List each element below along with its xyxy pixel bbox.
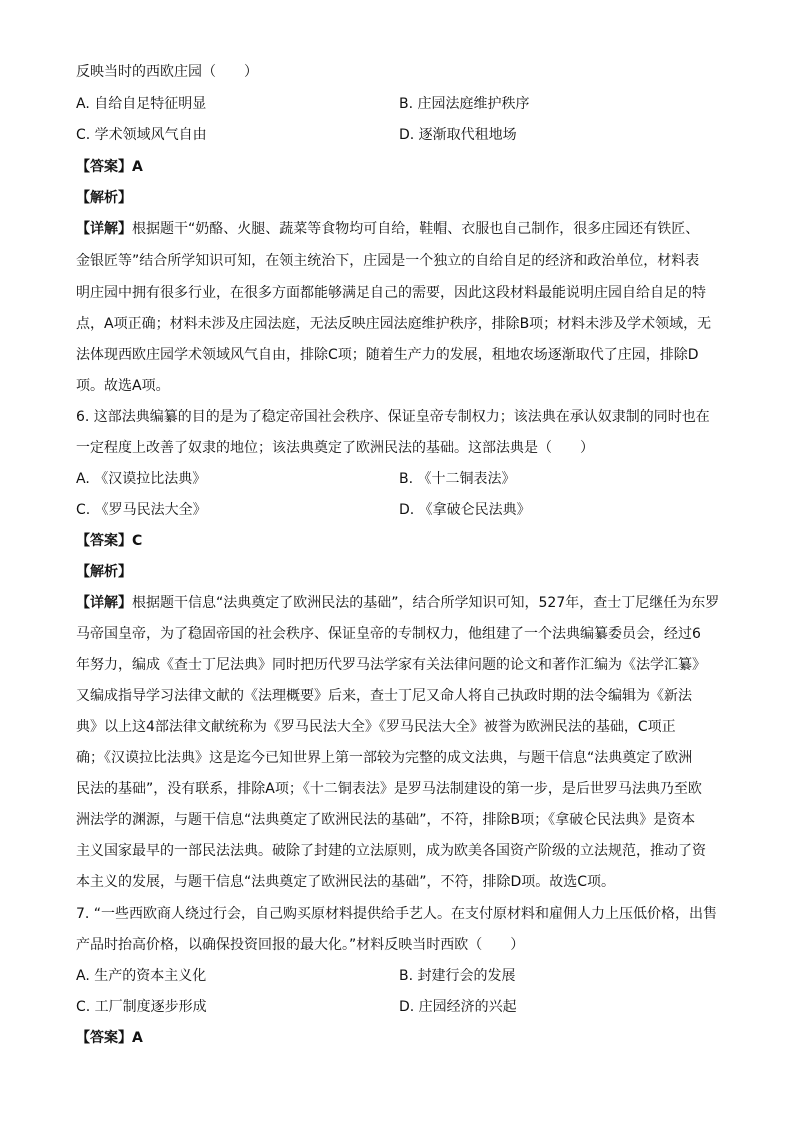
q6-detail-line: 民法的基础”，没有联系，排除A项；《十二铜表法》是罗马法制建设的第一步，是后世罗马法典乃至欧	[76, 781, 702, 797]
q5-detail-text: 根据题干“奶酪、火腿、蔬菜等食物均可自给，鞋帽、衣服也自己制作，很多庄园还有铁匠、	[132, 221, 700, 237]
q6-detail-line	[76, 593, 719, 613]
q7-stem-line: 产品时抬高价格，以确保投资回报的最大化。”材料反映当时西欧（ ）	[76, 937, 525, 953]
q6-detail-line: 主义国家最早的一部民法法典。破除了封建的立法原则，成为欧美各国资产阶级的立法规范，推动了资	[76, 843, 706, 859]
q7-option-c: C. 工厂制度逐步形成	[76, 999, 207, 1015]
q6-option-a: A. 《汉谟拉比法典》	[76, 471, 207, 487]
q6-detail-line: 年努力，编成《查士丁尼法典》同时把历代罗马法学家有关法律问题的论文和著作汇编为《法学汇纂》	[76, 657, 706, 673]
q6-detail-line: 典》以上这4部法律文献统称为《罗马民法大全》《罗马民法大全》被誉为欧洲民法的基础，C项正	[76, 719, 676, 735]
q5-detail-line	[76, 219, 699, 239]
q6-option-d: D. 《拿破仑民法典》	[399, 502, 531, 518]
q6-stem-line: 6. 这部法典编纂的目的是为了稳定帝国社会秩序、保证皇帝专制权力；该法典在承认奴隶制的同时也在	[76, 409, 710, 425]
q7-stem-line: 7. “一些西欧商人绕过行会，自己购买原材料提供给手艺人。在支付原材料和雇佣人力上压低价格，出售	[76, 906, 718, 922]
q6-detail-line: 洲法学的渊源，与题干信息“法典奠定了欧洲民法的基础”，不符，排除B项；《拿破仑民法典》是资本	[76, 812, 696, 828]
q5-detail-tag: 【详解】	[76, 221, 132, 237]
q6-detail-line: 又编成指导学习法律文献的《法理概要》后来，查士丁尼又命人将自己执政时期的法令编辑为《新法	[76, 688, 692, 704]
q6-detail-text: 根据题干信息“法典奠定了欧洲民法的基础”，结合所学知识可知，527年，查士丁尼继任为东罗	[132, 595, 720, 611]
q5-detail-line: 法体现西欧庄园学术领域风气自由，排除C项；随着生产力的发展，租地农场逐渐取代了庄园，排除D	[76, 347, 699, 363]
q6-detail-line: 本主义的发展，与题干信息“法典奠定了欧洲民法的基础”，不符，排除D项。故选C项。	[76, 874, 616, 890]
q5-stem-tail: 反映当时的西欧庄园（ ）	[76, 64, 258, 80]
q6-detail-line: 确；《汉谟拉比法典》这是迄今已知世界上第一部较为完整的成文法典，与题干信息“法典奠定了欧洲	[76, 750, 693, 766]
q6-stem-line: 一定程度上改善了奴隶的地位；该法典奠定了欧洲民法的基础。这部法典是（ ）	[76, 440, 594, 456]
q5-detail-line: 明庄园中拥有很多行业，在很多方面都能够满足自己的需要，因此这段材料最能说明庄园自给自足的特	[76, 285, 706, 301]
q6-option-c: C. 《罗马民法大全》	[76, 502, 207, 518]
q5-option-a: A. 自给自足特征明显	[76, 96, 207, 112]
q6-detail-tag: 【详解】	[76, 595, 132, 611]
q6-detail-line: 马帝国皇帝，为了稳固帝国的社会秩序、保证皇帝的专制权力，他组建了一个法典编纂委员会，经过6	[76, 626, 701, 642]
q5-option-c: C. 学术领域风气自由	[76, 127, 207, 143]
q5-analysis-label: 【解析】	[76, 190, 132, 206]
q7-option-b: B. 封建行会的发展	[399, 968, 516, 984]
q5-detail-line: 项。故选A项。	[76, 378, 170, 394]
q6-analysis-label: 【解析】	[76, 564, 132, 580]
q5-option-b: B. 庄园法庭维护秩序	[399, 96, 530, 112]
q6-option-b: B. 《十二铜表法》	[399, 471, 516, 487]
q7-option-d: D. 庄园经济的兴起	[399, 999, 517, 1015]
q6-answer: 【答案】C	[76, 533, 143, 549]
q5-option-d: D. 逐渐取代租地场	[399, 127, 517, 143]
q5-detail-line: 点，A项正确；材料未涉及庄园法庭，无法反映庄园法庭维护秩序，排除B项；材料未涉及学术领域，无	[76, 316, 712, 332]
q5-answer: 【答案】A	[76, 159, 143, 175]
q5-detail-line: 金银匠等”结合所学知识可知，在领主统治下，庄园是一个独立的自给自足的经济和政治单位，材料表	[76, 253, 700, 269]
q7-option-a: A. 生产的资本主义化	[76, 968, 207, 984]
q7-answer: 【答案】A	[76, 1030, 143, 1046]
